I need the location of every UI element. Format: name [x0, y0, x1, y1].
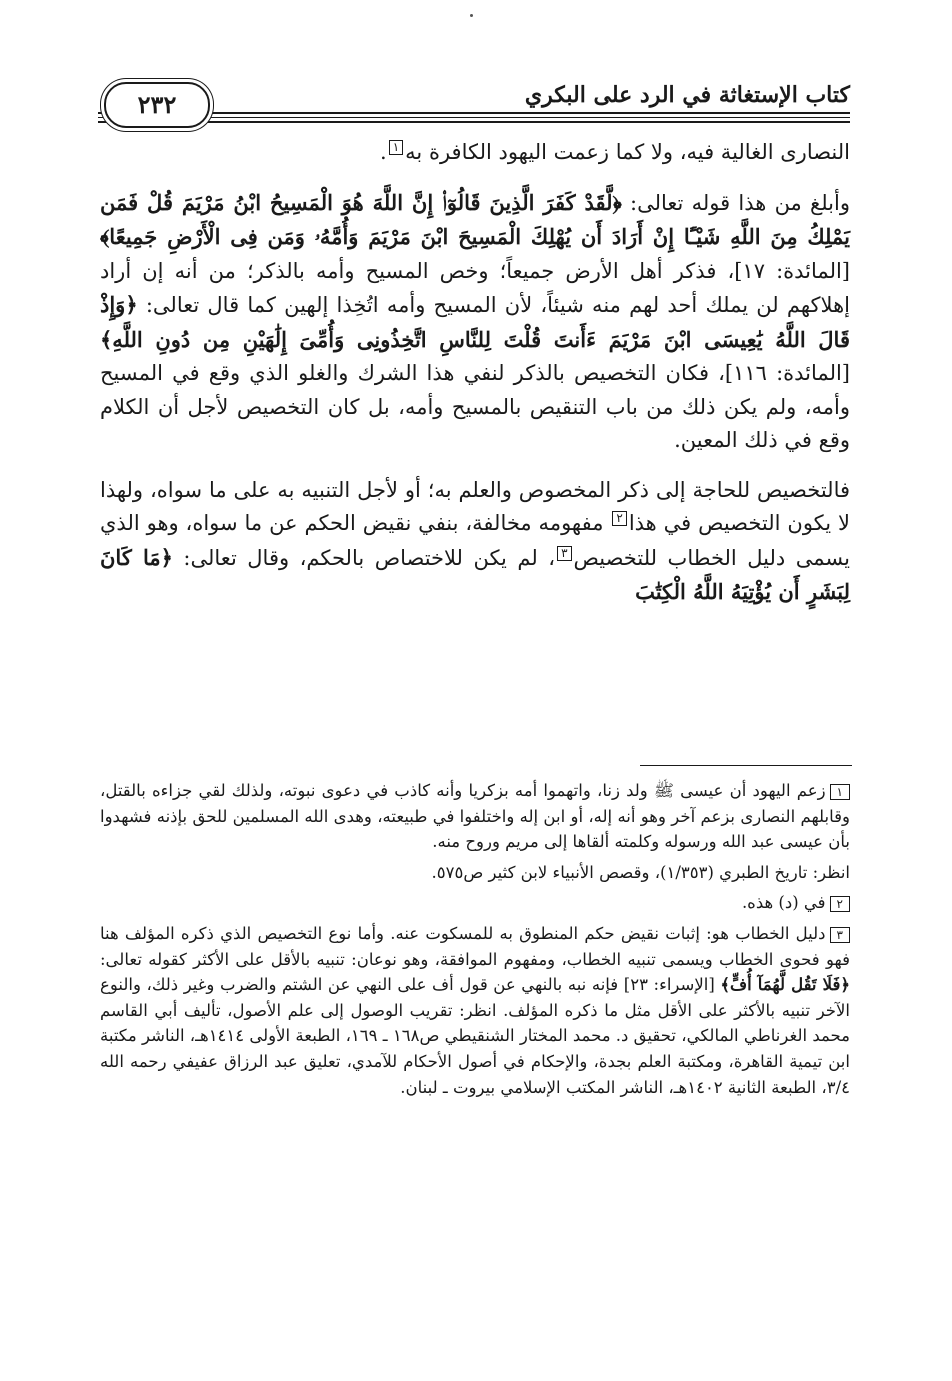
footnote-2 — [100, 890, 850, 916]
footnote-ref-3: ٣ — [557, 546, 571, 561]
header-rule — [98, 121, 850, 123]
footnote-3 — [100, 921, 850, 1100]
footnote-1 — [100, 778, 850, 855]
page-header — [98, 78, 850, 128]
footnote-mark-1: ١ — [830, 784, 850, 800]
text-run: وأبلغ من هذا قوله تعالى: — [621, 190, 850, 215]
paragraph-3 — [100, 474, 850, 610]
footnote-text: في (د) هذه. — [741, 893, 826, 913]
header-rule — [98, 117, 850, 118]
text-run: [المائدة: ١١٦]، فكان التخصيص بالذكر لنفي هذا الشرك والغلو الذي وقع في المسيح وأمه، ولم يكن ذلك من باب التنقيص بالمسيح وأمه، بل كان التخصيص لأجل أن الكلام وقع في ذلك المعين. — [100, 361, 850, 452]
text-run: ، لم يكن للاختصاص بالحكم، وقال تعالى: — [172, 545, 556, 570]
footnote-mark-3: ٣ — [830, 927, 850, 943]
quran-verse: ﴿وَإِذْ قَالَ اللَّهُ يَٰعِيسَى ابْنَ مَرْيَمَ ءَأَنتَ قُلْتَ لِلنَّاسِ اتَّخِذُونِى وَأُمِّىَ إِلَٰهَيْنِ مِن دُونِ اللَّهِ﴾ — [100, 292, 850, 352]
header-rule — [98, 112, 850, 114]
text-run: فالتخصيص للحاجة إلى ذكر المخصوص والعلم به؛ أو لأجل التنبيه به على ما سواه، ولهذا لا يكون التخصيص في هذا — [100, 477, 850, 535]
text-run: النصارى الغالية فيه، ولا كما زعمت اليهود الكافرة به — [405, 140, 850, 164]
footnote-separator — [640, 765, 852, 766]
footnote-ref-2: ٢ — [612, 511, 626, 526]
quran-verse: ﴿لَّقَدْ كَفَرَ الَّذِينَ قَالُوٓا۟ إِنَّ اللَّهَ هُوَ الْمَسِيحُ ابْنُ مَرْيَمَ قُلْ فَمَن يَمْلِكُ مِنَ اللَّهِ شَيْـًٔا إِنْ أَرَادَ أَن يُهْلِكَ الْمَسِيحَ ابْنَ مَرْيَمَ وَأُمَّهُۥ وَمَن فِى الْأَرْضِ جَمِيعًا﴾ — [100, 189, 850, 249]
top-dot — [470, 14, 473, 17]
text-run: [المائدة: ١٧]، فذكر أهل الأرض جميعاً؛ وخص المسيح وأمه بالذكر؛ من أنه إن أراد إهلاكهم لن يملك أحد لهم منه شيئاً، لأن المسيح وأمه اتُخِذا إلهين كما قال تعالى: — [100, 258, 850, 317]
footnote-1-reference: انظر: تاريخ الطبري (١/٣٥٣)، وقصص الأنبياء لابن كثير ص٥٧٥. — [431, 862, 850, 882]
page-number: ٢٣٢ — [137, 90, 177, 119]
quran-verse: ﴿فَلَا تَقُل لَّهُمَآ أُفٍّ﴾ — [720, 975, 850, 995]
text-run: . — [380, 140, 387, 164]
footnote-mark-2: ٢ — [830, 896, 850, 912]
paragraph-1 — [100, 136, 850, 170]
quran-verse: ﴿مَا كَانَ لِبَشَرٍ أَن يُؤْتِيَهُ اللَّهُ الْكِتَٰبَ — [100, 544, 850, 604]
footnote-text: دليل الخطاب هو: إثبات نقيض حكم المنطوق به للمسكوت عنه. وأما نوع التخصيص الذي ذكره المؤلف هنا فهو فحوى الخطاب ويسمى تنبيه الخطاب، ومفهوم الموافقة، وهو نوعان: تنبيه بالأقل على الأكثر كقوله تعالى: — [100, 923, 850, 969]
footnote-text: [الإسراء: ٢٣] فإنه نبه بالنهي عن قول أف على النهي عن الشتم والضرب وغير ذلك، والنوع الآخر تنبيه بالأكثر على الأقل مثل ما ذكره المؤلف. انظر: تقريب الوصول إلى علم الأصول، تأليف أبي القاسم محمد الغرناطي المالكي، تحقيق د. محمد المختار الشنقيطي ص١٦٨ ـ ١٦٩، الطبعة الأولى ١٤١٤هـ، الناشر مكتبة ابن تيمية القاهرة، ومكتبة العلم بجدة، والإحكام في أصول الأحكام للآمدي، تعليق عبد الرزاق عفيفي رحمه الله ٣/٤، الطبعة الثانية ١٤٠٢هـ، الناشر المكتب الإسلامي بيروت ـ لبنان. — [100, 975, 851, 1097]
page-number-badge — [104, 82, 210, 128]
footnote-ref-1: ١ — [389, 140, 403, 155]
footnote-text: زعم اليهود أن عيسى ﷺ ولد زنا، واتهموا أمه بزكريا وأنه كاذب في دعوى نبوته، ولذلك لقي جزاءه بالقتل، وقابلهم النصارى بزعم آخر وهو أنه إله، أو ابن إله واختلفوا في طبيعته، وهدى الله المسلمين للحق بإذنه فشهدوا بأن عيسى عبد الله ورسوله وكلمته ألقاها إلى مريم وروح منه. — [100, 781, 850, 852]
book-title: كتاب الإستغاثة في الرد على البكري — [524, 82, 850, 108]
footnotes — [100, 778, 850, 1105]
text-run: مفهومه مخالفة، بنفي نقيض الحكم عن ما سواه، وهو الذي يسمى دليل الخطاب للتخصيص — [100, 511, 850, 570]
main-text — [100, 136, 850, 626]
paragraph-2 — [100, 186, 850, 458]
